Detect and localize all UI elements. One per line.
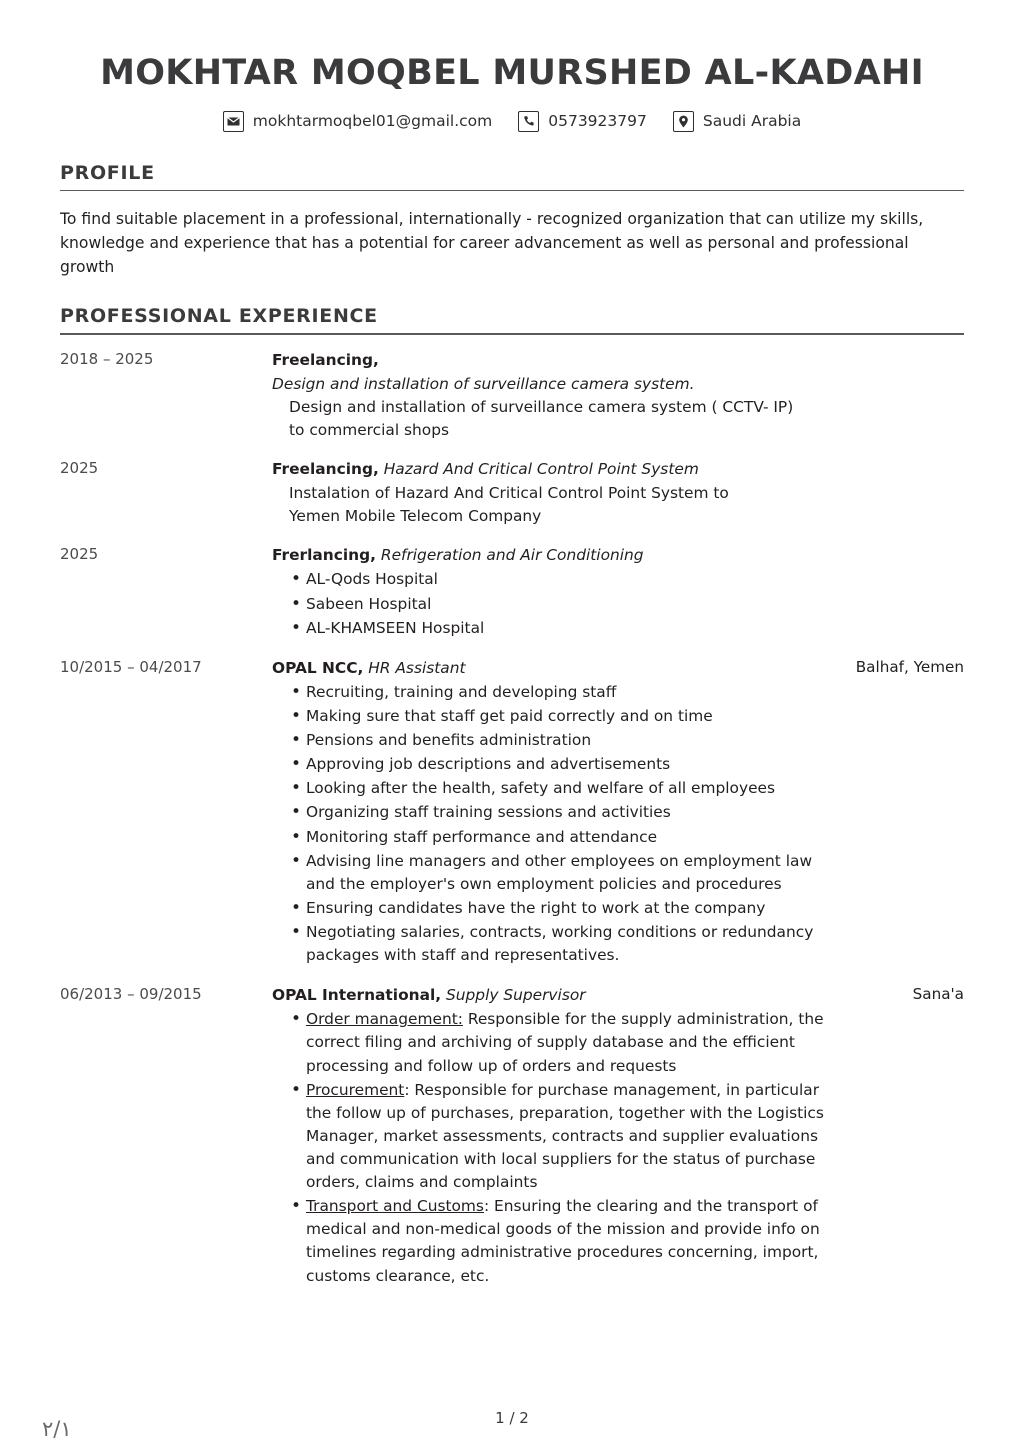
experience-role-line — [272, 657, 834, 680]
list-item: • Recruiting, training and developing staff — [306, 681, 834, 704]
experience-body — [272, 458, 834, 528]
list-item: • AL-Qods Hospital — [306, 568, 834, 591]
list-item: • Organizing staff training sessions and activities — [306, 801, 834, 824]
list-item — [306, 1195, 834, 1287]
experience-subtitle: Design and installation of surveillance camera system. — [272, 374, 695, 393]
list-item: • AL-KHAMSEEN Hospital — [306, 617, 834, 640]
experience-entry — [60, 544, 964, 640]
list-item-lead: Procurement — [306, 1080, 405, 1099]
experience-line: Instalation of Hazard And Critical Control Point System to — [289, 484, 729, 503]
list-item: • Sabeen Hospital — [306, 593, 834, 616]
experience-org: OPAL NCC, — [272, 658, 364, 677]
experience-org: Freelancing, — [272, 460, 379, 478]
experience-line: to commercial shops — [289, 420, 449, 439]
list-item-lead: Transport and Customs — [306, 1197, 484, 1216]
experience-entry — [60, 657, 964, 968]
experience-org: OPAL International, — [272, 986, 442, 1005]
contact-location — [673, 111, 801, 132]
experience-date: 10/2015 – 04/2017 — [60, 657, 202, 676]
experience-body — [272, 544, 834, 640]
experience-entry — [60, 349, 964, 442]
list-item-text: Responsible for the supply administration, the correct filing and archiving of supply database and the efficient processing and follow up of orders and requests — [306, 1010, 824, 1075]
contact-phone — [518, 111, 647, 132]
experience-line: Yemen Mobile Telecom Company — [289, 507, 542, 526]
contact-row — [60, 111, 964, 132]
list-item: • Approving job descriptions and advertisements — [306, 753, 834, 776]
experience-org: Frerlancing, — [272, 546, 376, 565]
experience-role: Hazard And Critical Control Point System — [378, 460, 699, 478]
list-item: • Making sure that staff get paid correctly and on time — [306, 705, 834, 728]
divider-experience — [60, 333, 964, 335]
list-item-text: : Ensuring the clearing and the transport of medical and non-medical goods of the mission and provide info on timelines regarding administrative procedures concerning, import, customs clearance, etc. — [306, 1197, 820, 1285]
list-item: • Monitoring staff performance and attendance — [306, 826, 834, 849]
experience-bullets — [272, 568, 834, 639]
contact-phone-text: 0573923797 — [548, 112, 647, 130]
list-item-lead: Order management: — [306, 1010, 463, 1029]
experience-location: Balhaf, Yemen — [855, 657, 964, 676]
list-item: • Pensions and benefits administration — [306, 729, 834, 752]
experience-body — [272, 657, 834, 968]
experience-entry — [60, 984, 964, 1288]
experience-body — [272, 349, 834, 442]
experience-location: Sana'a — [912, 985, 964, 1004]
list-item — [306, 1079, 834, 1195]
phone-icon — [518, 111, 539, 132]
experience-location — [834, 349, 964, 442]
experience-entry — [60, 458, 964, 528]
experience-role: Supply Supervisor — [441, 986, 586, 1005]
experience-date: 2025 — [60, 459, 99, 477]
contact-email-text: mokhtarmoqbel01@gmail.com — [252, 112, 493, 130]
experience-body — [272, 984, 834, 1288]
experience-date: 2018 – 2025 — [60, 349, 154, 368]
divider-profile — [60, 190, 964, 192]
arabic-page-number: ٢/١ — [42, 1417, 72, 1441]
experience-org: Freelancing, — [272, 350, 379, 369]
page-title: MOKHTAR MOQBEL MURSHED AL-KADAHI — [100, 53, 924, 93]
experience-location — [834, 544, 964, 640]
experience-role-line — [272, 349, 834, 372]
page-indicator: 1 / 2 — [495, 1409, 529, 1427]
experience-bullets — [272, 681, 834, 967]
envelope-icon — [223, 111, 244, 132]
list-item: • Negotiating salaries, contracts, working conditions or redundancy packages with staff and representatives. — [306, 921, 834, 967]
list-item: • Advising line managers and other employees on employment law and the employer's own employment policies and procedures — [306, 850, 834, 896]
experience-bullets — [272, 1008, 834, 1287]
profile-text: To find suitable placement in a professional, internationally - recognized organization that can utilize my skills, knowledge and experience that has a potential for career advancement as well as personal and professional growth — [60, 209, 924, 276]
experience-date: 2025 — [60, 545, 99, 564]
location-pin-icon — [673, 111, 694, 132]
experience-role: HR Assistant — [363, 658, 466, 677]
list-item-text: : Responsible for purchase management, in particular the follow up of purchases, preparation, together with the Logistics Manager, market assessments, contracts and supplier evaluations and communication with local suppliers for the status of purchase orders, claims and complaints — [306, 1080, 824, 1192]
experience-line: Design and installation of surveillance camera system ( CCTV- IP) — [289, 397, 794, 416]
contact-location-text: Saudi Arabia — [702, 112, 802, 130]
experience-role-line — [272, 458, 834, 481]
list-item: • Ensuring candidates have the right to work at the company — [306, 897, 834, 920]
list-item — [306, 1008, 834, 1077]
experience-role-line — [272, 984, 834, 1007]
contact-email — [223, 111, 492, 132]
list-item: • Looking after the health, safety and welfare of all employees — [306, 777, 834, 800]
experience-date: 06/2013 – 09/2015 — [60, 985, 202, 1004]
section-title-experience: PROFESSIONAL EXPERIENCE — [60, 305, 378, 328]
experience-role: Refrigeration and Air Conditioning — [375, 546, 644, 565]
section-title-profile: PROFILE — [60, 161, 155, 184]
experience-location — [834, 458, 964, 528]
experience-role-line — [272, 544, 834, 567]
